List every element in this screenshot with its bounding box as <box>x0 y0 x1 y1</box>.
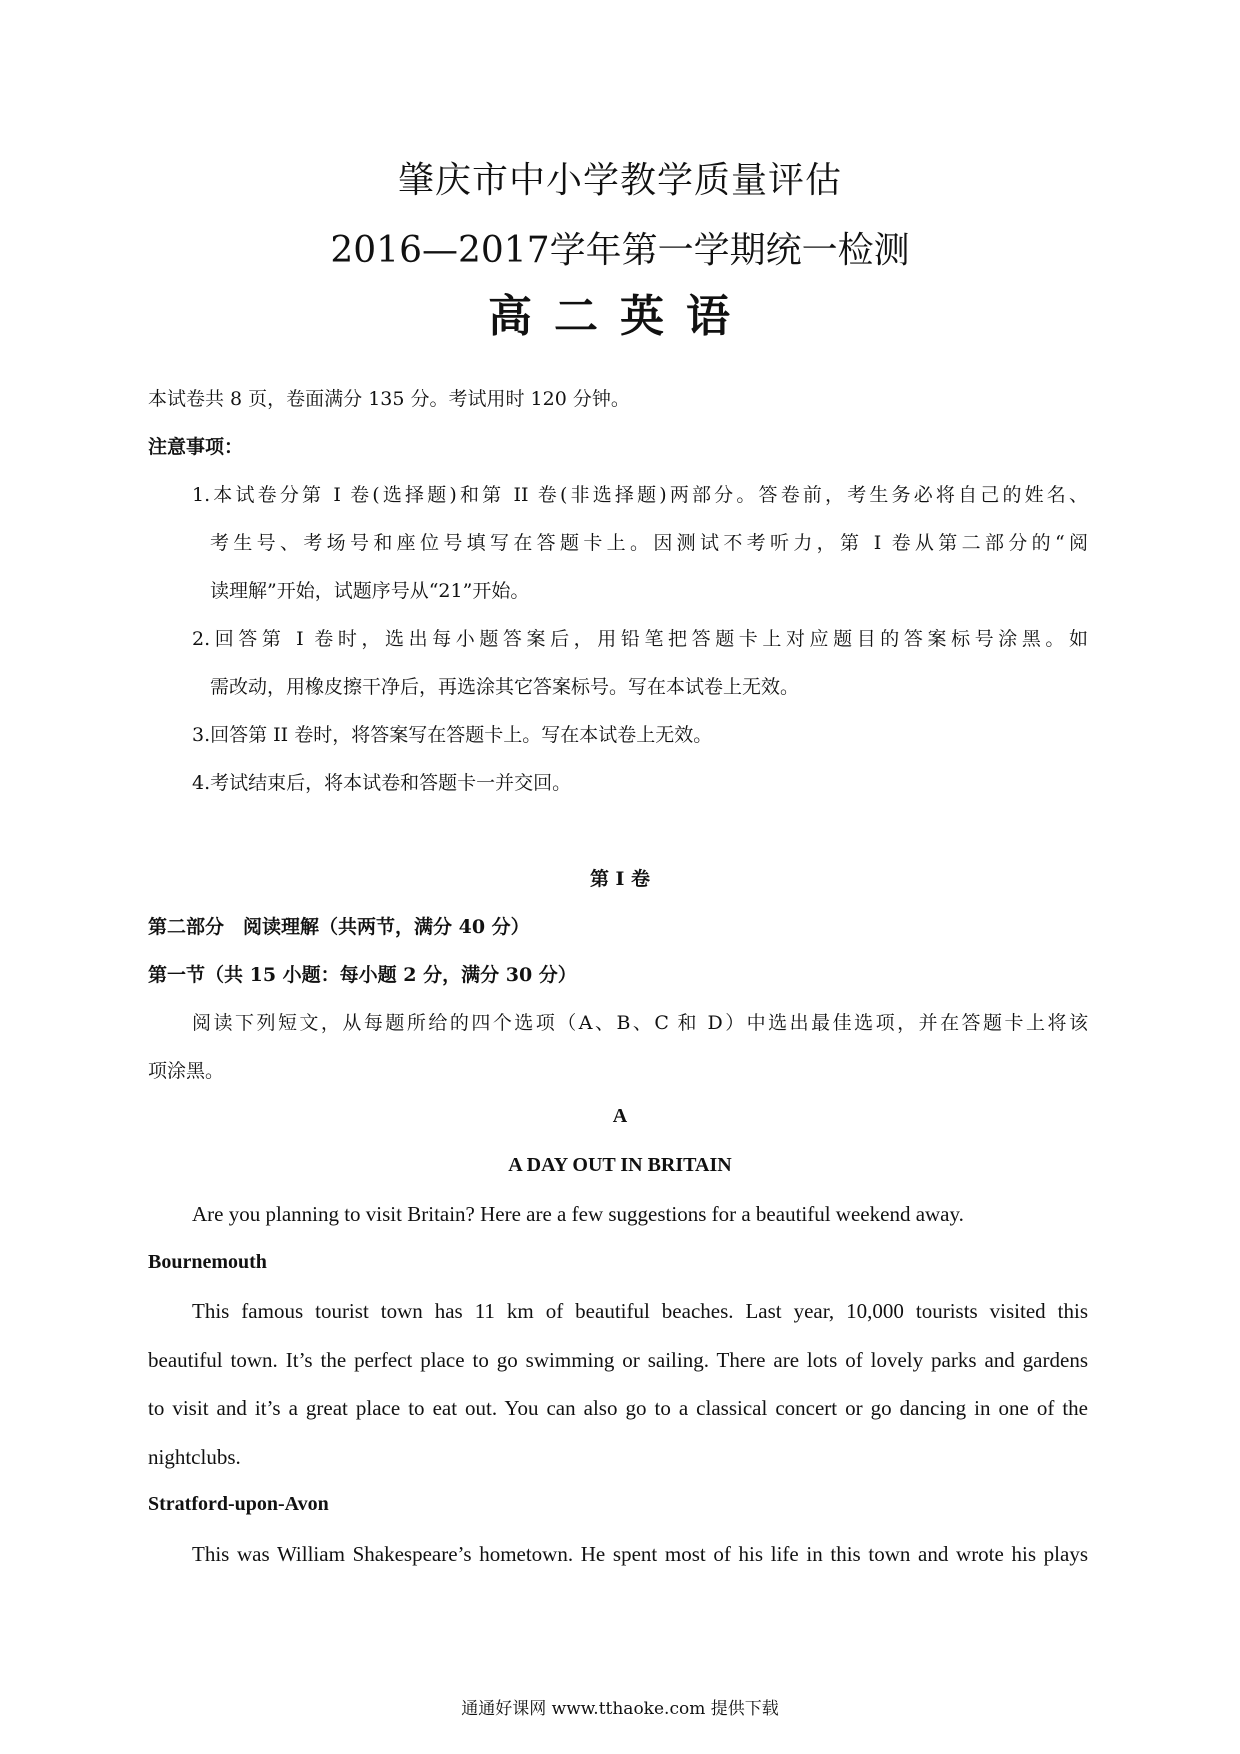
passage-line: beautiful town. It’s the perfect place to go swimming or sailing. There are lots of lovely parks and gardens <box>148 1348 1088 1372</box>
page-footer: 通通好课网 www.tthaoke.com 提供下载 <box>461 1699 779 1719</box>
instruction-text: 项涂黑。 <box>148 1060 225 1082</box>
place-heading-bournemouth: Bournemouth <box>148 1251 267 1273</box>
exam-term-title: 2016—2017学年第一学期统一检测 <box>330 230 910 271</box>
instruction-text: 阅读下列短文，从每题所给的四个选项（A、B、C 和 D）中选出最佳选项，并在答题卡上将该 <box>192 1012 1088 1034</box>
exam-org-title: 肇庆市中小学教学质量评估 <box>397 160 842 201</box>
notice-item: 1.本试卷分第 I 卷(选择题)和第 II 卷(非选择题)两部分。答卷前，考生务必将自己的姓名、 <box>192 484 1088 506</box>
notice-item: 读理解”开始，试题序号从“21”开始。 <box>210 580 530 602</box>
passage-letter: A <box>612 1105 628 1127</box>
passage-intro: Are you planning to visit Britain? Here are a few suggestions for a beautiful weekend away. <box>192 1202 964 1226</box>
passage-line: nightclubs. <box>148 1445 241 1469</box>
section-heading: 第一节（共 15 小题：每小题 2 分，满分 30 分） <box>148 964 577 986</box>
notice-item: 3.回答第 II 卷时，将答案写在答题卡上。写在本试卷上无效。 <box>192 724 713 746</box>
volume-heading: 第 I 卷 <box>589 868 651 890</box>
passage-line: This famous tourist town has 11 km of beautiful beaches. Last year, 10,000 tourists visited this <box>192 1299 1088 1323</box>
part-heading: 第二部分 阅读理解（共两节，满分 40 分） <box>148 916 530 938</box>
notice-heading: 注意事项： <box>148 436 244 458</box>
passage-line: to visit and it’s a great place to eat out. You can also go to a classical concert or go dancing in one of the <box>148 1396 1088 1420</box>
place-heading-stratford: Stratford-upon-Avon <box>148 1493 329 1515</box>
notice-item: 4.考试结束后，将本试卷和答题卡一并交回。 <box>192 772 572 794</box>
exam-subject-title: 高二英语 <box>488 291 752 342</box>
passage-line: This was William Shakespeare’s hometown. He spent most of his life in this town and wrote his plays <box>192 1542 1088 1566</box>
exam-intro: 本试卷共 8 页，卷面满分 135 分。考试用时 120 分钟。 <box>148 388 630 410</box>
notice-item: 2.回答第 I 卷时，选出每小题答案后，用铅笔把答题卡上对应题目的答案标号涂黑。如 <box>192 628 1088 650</box>
passage-title: A DAY OUT IN BRITAIN <box>508 1154 732 1176</box>
notice-item: 考生号、考场号和座位号填写在答题卡上。因测试不考听力，第 I 卷从第二部分的“阅 <box>210 532 1088 554</box>
notice-item: 需改动，用橡皮擦干净后，再选涂其它答案标号。写在本试卷上无效。 <box>210 676 800 698</box>
